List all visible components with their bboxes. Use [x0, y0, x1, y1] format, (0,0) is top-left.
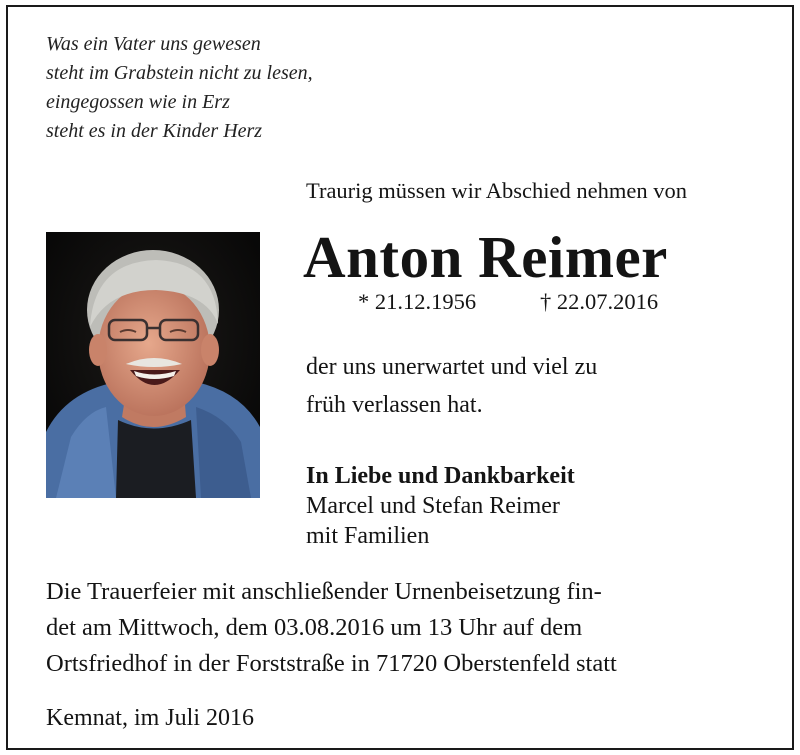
- poem-line: eingegossen wie in Erz: [46, 91, 230, 113]
- portrait-illustration: [46, 232, 260, 498]
- family-heading: In Liebe und Dankbarkeit: [306, 463, 575, 489]
- death-date: † 22.07.2016: [540, 289, 659, 314]
- poem-line: steht im Grabstein nicht zu lesen,: [46, 62, 313, 84]
- place-date: Kemnat, im Juli 2016: [46, 705, 254, 731]
- poem-line: Was ein Vater uns gewesen: [46, 33, 261, 55]
- ceremony-line: det am Mittwoch, dem 03.08.2016 um 13 Uhr auf dem: [46, 614, 583, 641]
- deceased-name: Anton Reimer: [303, 224, 668, 290]
- family-line: mit Familien: [306, 523, 430, 549]
- farewell-message: [306, 348, 736, 424]
- message-line: früh verlassen hat.: [306, 392, 483, 418]
- ceremony-line: Die Trauerfeier mit anschließender Urnenbeisetzung fin-: [46, 578, 602, 605]
- ceremony-details: [46, 574, 781, 682]
- family-line: Marcel und Stefan Reimer: [306, 493, 560, 519]
- message-line: der uns unerwartet und viel zu: [306, 354, 598, 380]
- poem-line: steht es in der Kinder Herz: [46, 120, 263, 142]
- portrait-photo: [46, 232, 260, 498]
- family-signature: [306, 461, 575, 551]
- ceremony-line: Ortsfriedhof in der Forststraße in 71720 Oberstenfeld statt: [46, 650, 617, 677]
- memorial-poem: [46, 30, 313, 146]
- birth-date: * 21.12.1956: [358, 289, 477, 314]
- intro-text: Traurig müssen wir Abschied nehmen von: [306, 178, 688, 203]
